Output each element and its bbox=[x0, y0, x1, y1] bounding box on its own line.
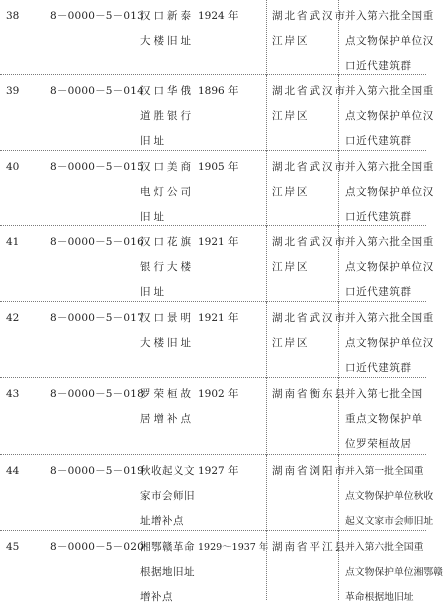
row-number: 38 bbox=[6, 10, 20, 22]
heritage-code: 8－0000－5－018 bbox=[50, 388, 145, 400]
column-divider bbox=[338, 378, 339, 455]
site-location: 湖南省衡东县 bbox=[272, 388, 347, 400]
table-row bbox=[0, 75, 434, 151]
era-year: 1927 年 bbox=[198, 465, 239, 477]
row-number: 41 bbox=[6, 236, 20, 248]
row-number: 44 bbox=[6, 465, 20, 477]
era-year: 1896 年 bbox=[198, 85, 239, 97]
site-name: 罗荣桓故 居增补点 bbox=[140, 388, 194, 425]
site-location: 湖北省武汉市 江岸区 bbox=[272, 85, 347, 122]
remark: 并入第六批全国重 点文物保护单位汉 口近代建筑群 bbox=[345, 161, 434, 223]
row-number: 39 bbox=[6, 85, 20, 97]
site-name: 汉口新泰 大楼旧址 bbox=[140, 10, 194, 47]
site-location: 湖北省武汉市 江岸区 bbox=[272, 161, 347, 198]
heritage-code: 8－0000－5－016 bbox=[50, 236, 145, 248]
site-location: 湖北省武汉市 江岸区 bbox=[272, 236, 347, 273]
column-divider bbox=[266, 226, 267, 302]
table-row bbox=[0, 378, 426, 455]
column-divider bbox=[338, 531, 339, 600]
remark: 并入第一批全国重 点文物保护单位秋收 起义文家市会师旧址 bbox=[345, 466, 434, 527]
column-divider bbox=[338, 0, 339, 75]
column-divider bbox=[266, 75, 267, 151]
table-row bbox=[0, 531, 443, 603]
heritage-code: 8－0000－5－013 bbox=[50, 10, 145, 22]
site-name: 汉口美商 电灯公司 旧址 bbox=[140, 161, 194, 223]
site-location: 湖南省浏阳市 bbox=[272, 465, 347, 477]
heritage-code: 8－0000－5－014 bbox=[50, 85, 145, 97]
column-divider bbox=[266, 151, 267, 226]
table-row bbox=[0, 455, 434, 531]
column-divider bbox=[338, 302, 339, 378]
heritage-code: 8－0000－5－019 bbox=[50, 465, 145, 477]
era-year: 1929～1937 年 bbox=[198, 542, 269, 553]
column-divider bbox=[266, 302, 267, 378]
table-row bbox=[0, 302, 434, 378]
row-number: 43 bbox=[6, 388, 20, 400]
row-number: 42 bbox=[6, 312, 20, 324]
table-row bbox=[0, 0, 434, 75]
era-year: 1921 年 bbox=[198, 236, 239, 248]
heritage-code: 8－0000－5－015 bbox=[50, 161, 145, 173]
table-row bbox=[0, 226, 434, 302]
site-name: 秋收起义文 家市会师旧 址增补点 bbox=[140, 465, 195, 527]
table-row bbox=[0, 151, 434, 226]
row-number: 40 bbox=[6, 161, 20, 173]
column-divider bbox=[338, 455, 339, 531]
site-name: 汉口华俄 道胜银行 旧址 bbox=[140, 85, 194, 147]
column-divider bbox=[266, 531, 267, 600]
column-divider bbox=[266, 378, 267, 455]
era-year: 1905 年 bbox=[198, 161, 239, 173]
row-number: 45 bbox=[6, 541, 20, 553]
heritage-code: 8－0000－5－020 bbox=[50, 541, 145, 553]
remark: 并入第六批全国重 点文物保护单位汉 口近代建筑群 bbox=[345, 10, 434, 72]
remark: 并入第六批全国重 点文物保护单位汉 口近代建筑群 bbox=[345, 236, 434, 298]
remark: 并入第六批全国重 点文物保护单位汉 口近代建筑群 bbox=[345, 312, 434, 374]
site-name: 汉口花旗 银行大楼 旧址 bbox=[140, 236, 194, 298]
remark: 并入第六批全国重 点文物保护单位汉 口近代建筑群 bbox=[345, 85, 434, 147]
site-location: 湖南省平江县 bbox=[272, 541, 347, 553]
remark: 并入第六批全国重 点文物保护单位湘鄂赣 革命根据地旧址 bbox=[345, 542, 443, 603]
column-divider bbox=[338, 226, 339, 302]
site-name: 湘鄂赣革命 根据地旧址 增补点 bbox=[140, 541, 195, 603]
era-year: 1921 年 bbox=[198, 312, 239, 324]
era-year: 1902 年 bbox=[198, 388, 239, 400]
column-divider bbox=[266, 0, 267, 75]
column-divider bbox=[266, 455, 267, 531]
site-location: 湖北省武汉市 江岸区 bbox=[272, 10, 347, 47]
column-divider bbox=[338, 75, 339, 151]
site-location: 湖北省武汉市 江岸区 bbox=[272, 312, 347, 349]
column-divider bbox=[338, 151, 339, 226]
site-name: 汉口景明 大楼旧址 bbox=[140, 312, 194, 349]
era-year: 1924 年 bbox=[198, 10, 239, 22]
remark: 并入第七批全国 重点文物保护单 位罗荣桓故居 bbox=[345, 388, 423, 450]
heritage-code: 8－0000－5－017 bbox=[50, 312, 145, 324]
